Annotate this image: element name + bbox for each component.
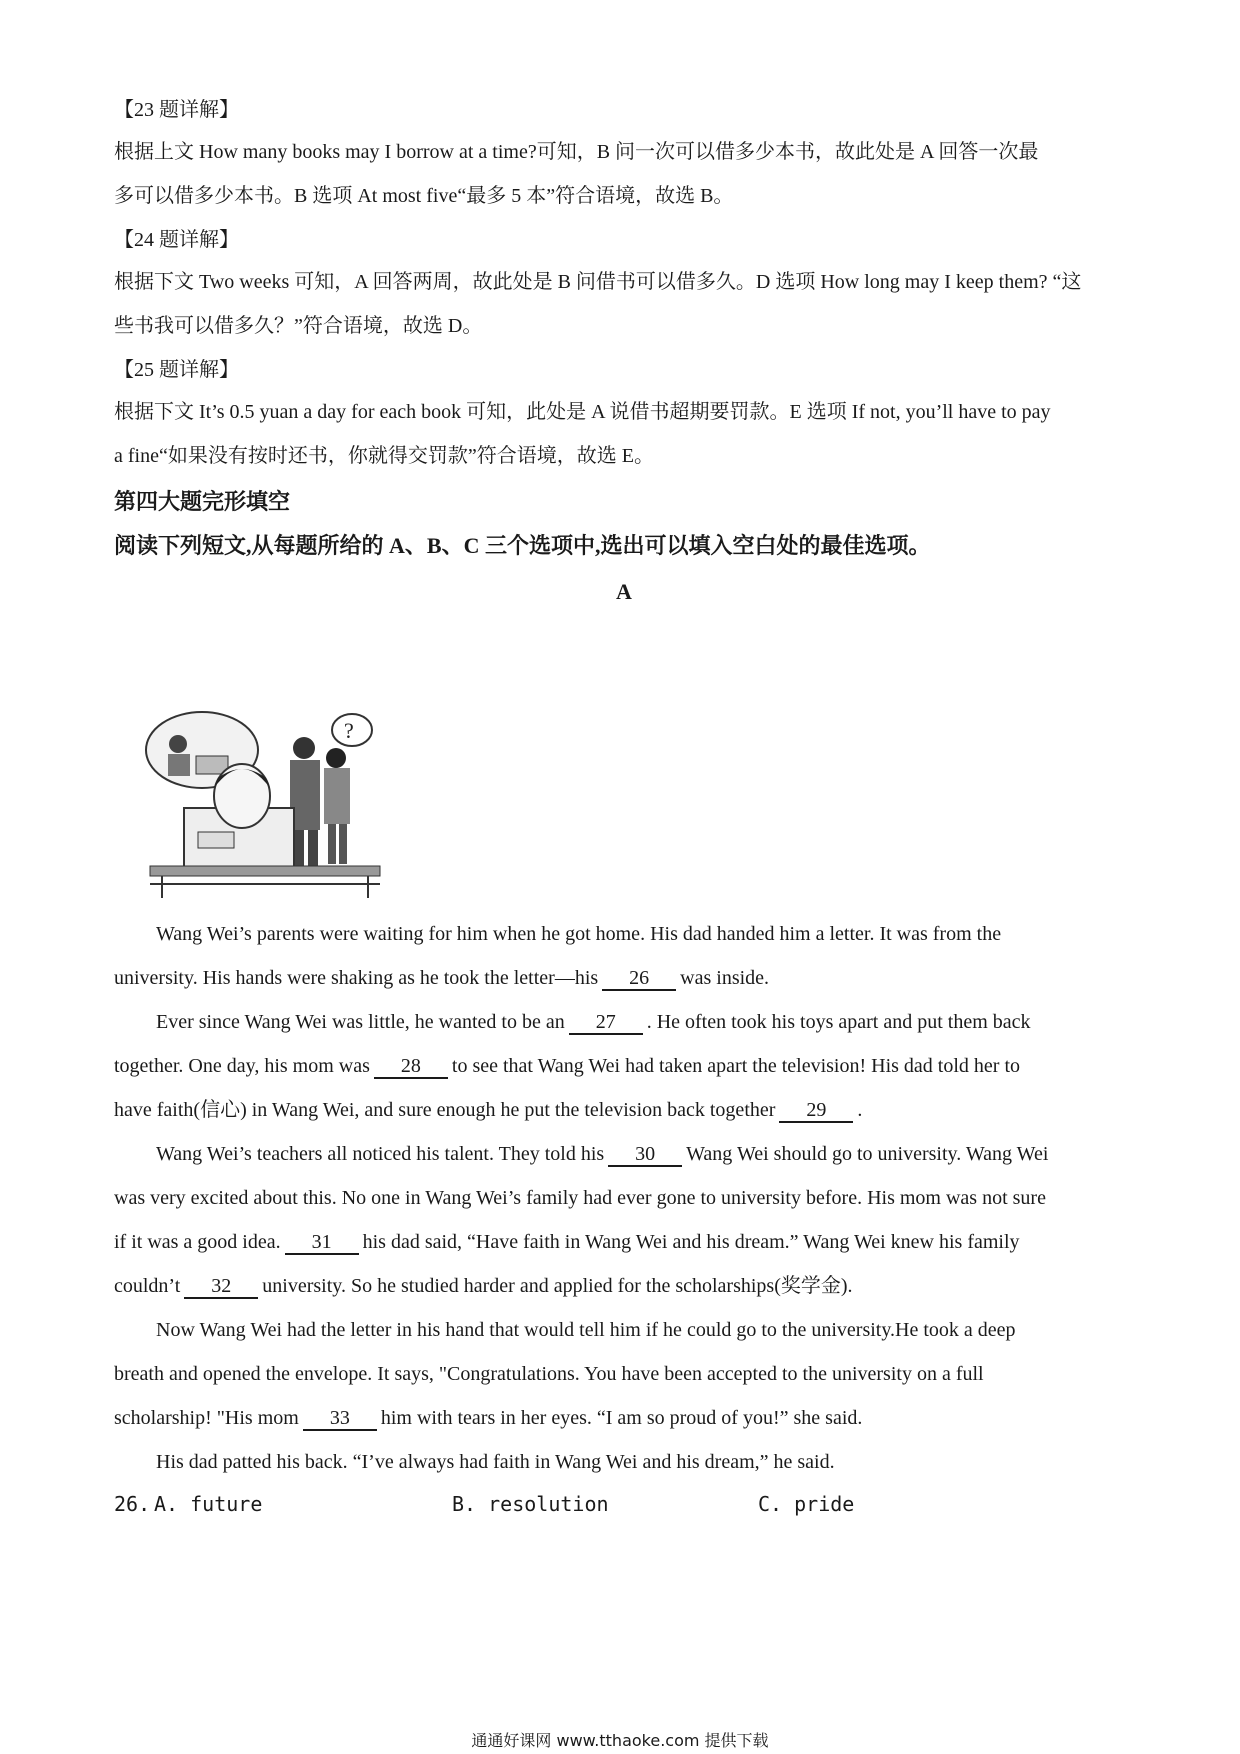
passage-line: Wang Wei’s teachers all noticed his talent. They told his 30 Wang Wei should go to university. Wang Wei (156, 1143, 1049, 1165)
blank-27: 27 (569, 1011, 643, 1035)
passage-line: Now Wang Wei had the letter in his hand that would tell him if he could go to the university.He took a deep (156, 1319, 1016, 1341)
passage-line: together. One day, his mom was 28 to see that Wang Wei had taken apart the television! His dad told her to (114, 1055, 1020, 1077)
q24-explanation-line2: 些书我可以借多久？”符合语境，故选 D。 (114, 315, 483, 337)
q25-explanation-line2: a fine“如果没有按时还书，你就得交罚款”符合语境，故选 E。 (114, 445, 654, 467)
q23-explanation-line1: 根据上文 How many books may I borrow at a time?可知，B 问一次可以借多少本书，故此处是 A 回答一次最 (114, 141, 1039, 163)
passage-line: if it was a good idea. 31 his dad said, “Have faith in Wang Wei and his dream.” Wang Wei knew his family (114, 1231, 1020, 1253)
blank-33: 33 (303, 1407, 377, 1431)
question-26-option-a[interactable]: A. future (154, 1492, 263, 1516)
blank-32: 32 (184, 1275, 258, 1299)
passage-line: His dad patted his back. “I’ve always had faith in Wang Wei and his dream,” he said. (156, 1451, 835, 1473)
blank-29: 29 (779, 1099, 853, 1123)
question-26-number: 26. (114, 1492, 151, 1516)
passage-line: Wang Wei’s parents were waiting for him when he got home. His dad handed him a letter. It was from the (156, 923, 1002, 945)
passage-line: couldn’t 32 university. So he studied harder and applied for the scholarships(奖学金). (114, 1275, 853, 1297)
passage-label: A (616, 579, 632, 604)
blank-26: 26 (602, 967, 676, 991)
page-footer: 通通好课网 www.tthaoke.com 提供下载 (471, 1731, 769, 1750)
passage-line: breath and opened the envelope. It says, "Congratulations. You have been accepted to the university on a full (114, 1363, 984, 1385)
blank-31: 31 (285, 1231, 359, 1255)
blank-30: 30 (608, 1143, 682, 1167)
q25-heading: 【25 题详解】 (114, 359, 239, 381)
blank-28: 28 (374, 1055, 448, 1079)
q24-explanation-line1: 根据下文 Two weeks 可知，A 回答两周，故此处是 B 问借书可以借多久。D 选项 How long may I keep them? “这 (114, 271, 1082, 293)
svg-text:?: ? (344, 718, 354, 743)
boy-reading-illustration (138, 708, 390, 904)
q23-explanation-line2: 多可以借多少本书。B 选项 At most five“最多 5 本”符合语境，故选 B。 (114, 185, 734, 207)
q24-heading: 【24 题详解】 (114, 229, 239, 251)
section-title: 第四大题完形填空 (114, 489, 291, 514)
passage-line: university. His hands were shaking as he took the letter—his 26 was inside. (114, 967, 770, 989)
passage-line: was very excited about this. No one in Wang Wei’s family had ever gone to university before. His mom was not sure (114, 1187, 1046, 1209)
section-instruction: 阅读下列短文,从每题所给的 A、B、C 三个选项中,选出可以填入空白处的最佳选项。 (114, 533, 931, 558)
passage-line: scholarship! "His mom 33 him with tears in her eyes. “I am so proud of you!” she said. (114, 1407, 863, 1429)
q23-heading: 【23 题详解】 (114, 99, 239, 121)
passage-line: Ever since Wang Wei was little, he wanted to be an 27 . He often took his toys apart and put them back (156, 1011, 1031, 1033)
question-26-option-c[interactable]: C. pride (758, 1492, 855, 1516)
passage-line: have faith(信心) in Wang Wei, and sure enough he put the television back together 29 . (114, 1099, 863, 1121)
q25-explanation-line1: 根据下文 It’s 0.5 yuan a day for each book 可知，此处是 A 说借书超期要罚款。E 选项 If not, you’ll have to pay (114, 401, 1051, 423)
question-26-option-b[interactable]: B. resolution (452, 1492, 609, 1516)
